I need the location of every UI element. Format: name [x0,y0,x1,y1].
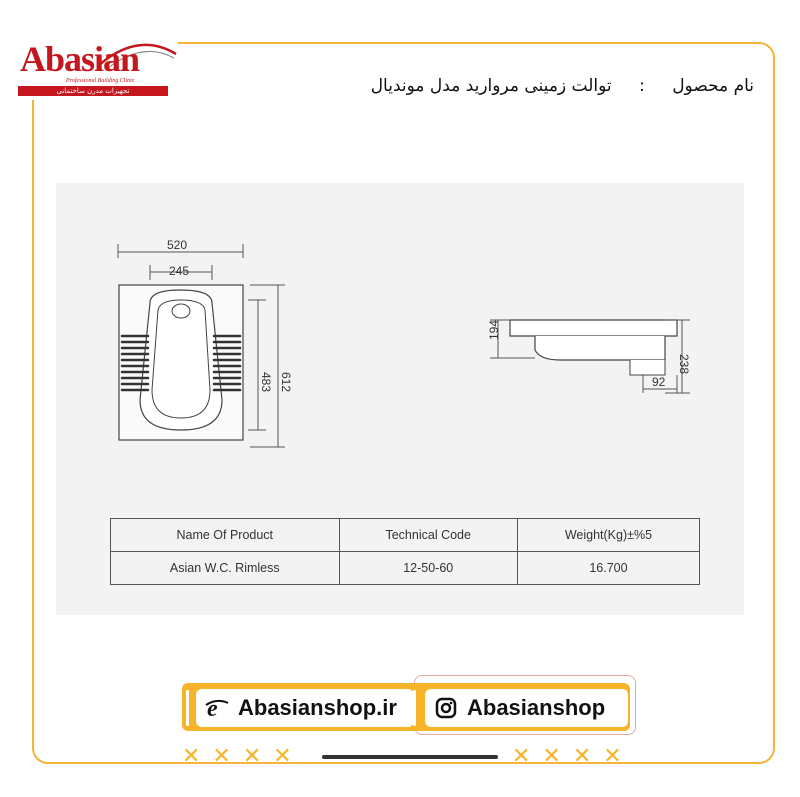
instagram-icon [433,695,459,721]
internet-explorer-icon [204,695,230,721]
product-name: توالت زمینی مروارید مدل موندیال [370,76,612,96]
svg-text:e: e [207,696,218,720]
table-cell: 16.700 [517,552,699,585]
dim-520: 520 [167,238,188,252]
website-link[interactable] [196,689,414,727]
table-cell: Asian W.C. Rimless [111,552,340,585]
divider [186,690,189,726]
decor-crosses-right: ✕✕✕✕ [512,744,634,769]
spec-table [110,518,700,585]
dim-612: 612 [279,372,293,393]
table-header: Weight(Kg)±%5 [517,519,699,552]
website-text: Abasianshop.ir [238,695,397,720]
instagram-link[interactable] [425,689,628,727]
table-header: Technical Code [339,519,517,552]
brand-tagline: Professional Building Clinic [66,78,135,84]
decor-line [322,755,498,759]
dim-194: 194 [487,319,501,340]
table-row [111,552,700,585]
table-header: Name Of Product [111,519,340,552]
dim-483: 483 [259,372,273,393]
table-cell: 12-50-60 [339,552,517,585]
product-label: نام محصول [672,76,754,96]
dim-238: 238 [677,354,691,375]
table-header-row [111,519,700,552]
decor-crosses-left: ✕✕✕✕ [182,744,304,769]
brand-fa-tagline: تجهیزات مدرن ساختمانی [18,86,168,96]
product-colon: : [639,76,645,96]
instagram-text: Abasianshop [467,695,606,720]
dim-92: 92 [652,375,666,389]
brand-name: Abasian [20,39,140,79]
dim-245: 245 [169,264,190,278]
